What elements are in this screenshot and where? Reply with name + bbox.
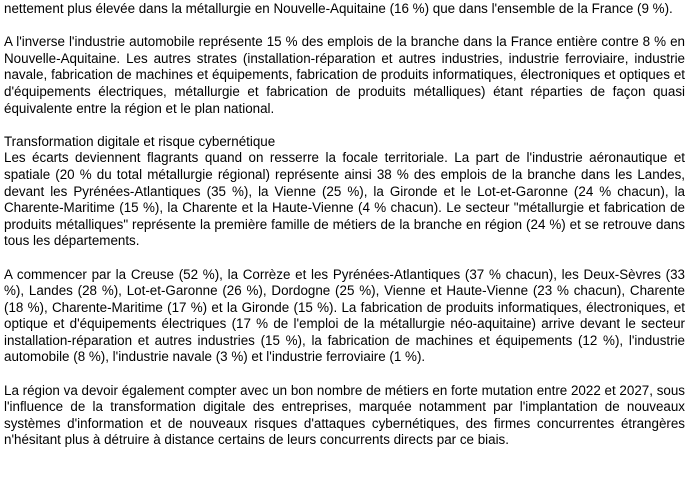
paragraph-departments: A commencer par la Creuse (52 %), la Corrèze et les Pyrénées-Atlantiques (37 % chacun), les Deux-Sèvres (33 %), Landes (28 %), Lot-et-Garonne (26 %), Dordogne (25 %), Vienne et Haute-Vienne (23 % chacun), Charente (18 %), Charente-Maritime (17 %) et la Gironde (15 %). La fabrication de produits informatiques, électroniques, et optique et d'équipements électriques (17 % de l'emploi de la métallurgie néo-aquitaine) arrive devant le secteur installation-réparation et autres industries (15 %), la fabrication de machines et équipements (12 %), l'industrie automobile (8 %), l'industrie navale (3 %) et l'industrie ferroviaire (1 %).: [4, 266, 685, 365]
section-heading: Transformation digitale et risque cybernétique: [4, 133, 276, 149]
paragraph-metallurgy-share: nettement plus élevée dans la métallurgie en Nouvelle-Aquitaine (16 %) que dans l'ensemble de la France (9 %).: [4, 1, 673, 16]
paragraph-territorial-gaps: Les écarts deviennent flagrants quand on resserre la focale territoriale. La part de l'industrie aéronautique et spatiale (20 % du total métallurgie régional) représente ainsi 38 % des emplois de la branche dans les Landes, devant les Pyrénées-Atlantiques (35 %), la Vienne (25 %), la Gironde et le Lot-et-Garonne (24 % chacun), la Charente-Maritime (15 %), la Charente et la Haute-Vienne (4 % chacun). Le secteur "métallurgie et fabrication de produits métalliques" représente la première famille de métiers de la branche en région (24 %) et se retrouve dans tous les départements.: [4, 150, 685, 249]
paragraph-automotive: A l'inverse l'industrie automobile représente 15 % des emplois de la branche dans la France entière contre 8 % en Nouvelle-Aquitaine. Les autres strates (installation-réparation et autres industries, industrie ferroviaire, industrie navale, fabrication de machines et équipements, fabrication de produits informatiques, électroniques et optiques et d'équipements électriques, métallurgie et fabrication de produits métalliques) étant réparties de façon quasi équivalente entre la région et le plan national.: [4, 34, 685, 116]
document-page: [4, 1, 685, 466]
paragraph-digital-transformation: La région va devoir également compter avec un bon nombre de métiers en forte mutation entre 2022 et 2027, sous l'influence de la transformation digitale des entreprises, marquée notamment par l'implantation de nouveaux systèmes d'information et de nouveaux risques d'attaques cybernétiques, des firmes concurrentes étrangères n'hésitant plus à détruire à distance certains de leurs concurrents directs par ce biais.: [4, 382, 685, 448]
